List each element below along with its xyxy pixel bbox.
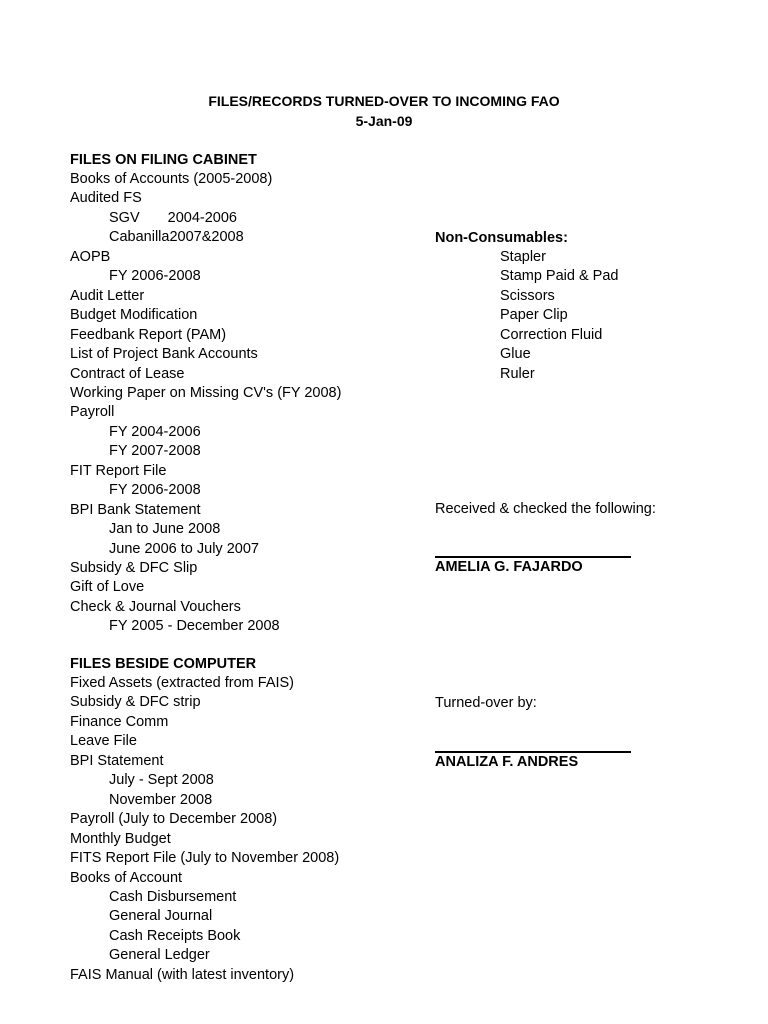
list-item <box>70 326 226 345</box>
list-item-years: 2004-2006 <box>167 209 237 226</box>
list-item <box>70 189 142 208</box>
list-item <box>109 771 214 790</box>
received-label: Received & checked the following: <box>435 501 656 517</box>
list-item-text: AOPB <box>70 248 111 265</box>
list-item <box>70 170 272 189</box>
list-item-text: July - Sept 2008 <box>109 772 214 789</box>
list-item-text: BPI Bank Statement <box>70 501 201 518</box>
list-item-text: Fixed Assets (extracted from FAIS) <box>70 675 295 691</box>
non-consumable-item: Ruler <box>500 365 535 382</box>
list-item-text: Budget Modification <box>70 307 198 324</box>
list-item <box>70 306 197 325</box>
list-item-text: General Ledger <box>109 947 210 964</box>
list-item <box>70 810 277 829</box>
list-item-text: Feedbank Report (PAM) <box>70 326 227 343</box>
list-item <box>70 384 341 403</box>
turned-over-label: Turned-over by: <box>435 695 537 711</box>
list-item <box>70 501 201 520</box>
list-item <box>109 209 237 228</box>
list-item-text: SGV <box>109 209 140 226</box>
list-item <box>109 540 259 559</box>
list-item <box>109 791 212 810</box>
list-item <box>70 966 294 985</box>
filing-cabinet-heading: FILES ON FILING CABINET <box>70 152 257 168</box>
list-item-text: BPI Statement <box>70 752 164 769</box>
list-item-text: List of Project Bank Accounts <box>70 346 258 363</box>
list-item-text: Subsidy & DFC strip <box>70 694 201 711</box>
list-item <box>109 481 201 500</box>
list-item <box>70 849 339 868</box>
list-item-text: Contract of Lease <box>70 365 185 382</box>
list-item <box>70 869 182 888</box>
list-item <box>109 617 280 636</box>
non-consumable-item: Correction Fluid <box>500 326 603 343</box>
list-item-text: Books of Account <box>70 869 183 886</box>
list-item <box>70 693 201 712</box>
list-item <box>70 248 110 267</box>
list-item <box>70 830 171 849</box>
list-item <box>109 267 201 286</box>
list-item-text: Leave File <box>70 733 137 750</box>
list-item <box>109 927 240 946</box>
list-item <box>70 403 114 422</box>
non-consumable-item: Glue <box>500 346 531 363</box>
list-item <box>70 559 197 578</box>
list-item-text: Books of Accounts (2005-2008) <box>70 171 273 187</box>
list-item-text: FY 2004-2006 <box>109 423 201 440</box>
list-item <box>109 907 212 926</box>
list-item-text: FY 2006-2008 <box>109 482 201 499</box>
list-item-text: Monthly Budget <box>70 830 171 847</box>
non-consumables-heading: Non-Consumables: <box>435 230 568 246</box>
list-item-text: Cash Receipts Book <box>109 927 241 944</box>
list-item-text: Payroll <box>70 404 115 421</box>
list-item-text: Finance Comm <box>70 713 169 730</box>
list-item-text: Jan to June 2008 <box>109 521 221 538</box>
list-item <box>70 732 137 751</box>
list-item-text: Check & Journal Vouchers <box>70 598 241 615</box>
turned-over-name: ANALIZA F. ANDRES <box>435 754 579 770</box>
list-item-text: FIT Report File <box>70 462 167 479</box>
list-item-text: General Journal <box>109 908 213 925</box>
list-item-text: FY 2007-2008 <box>109 443 201 460</box>
list-item <box>70 462 166 481</box>
list-item-text: Subsidy & DFC Slip <box>70 560 198 576</box>
list-item-text: Audit Letter <box>70 287 145 304</box>
list-item <box>109 228 244 247</box>
list-item-text: November 2008 <box>109 791 213 808</box>
list-item <box>109 888 236 907</box>
document-title: FILES/RECORDS TURNED-OVER TO INCOMING FAO <box>208 93 560 109</box>
list-item-text: FY 2006-2008 <box>109 268 201 285</box>
list-item-text: June 2006 to July 2007 <box>109 540 259 557</box>
list-item-text: Gift of Love <box>70 579 145 596</box>
list-item-text: Cash Disbursement <box>109 888 237 905</box>
list-item <box>70 674 294 693</box>
list-item <box>70 713 168 732</box>
non-consumable-item: Paper Clip <box>500 307 568 324</box>
non-consumable-item: Scissors <box>500 287 555 304</box>
received-name: AMELIA G. FAJARDO <box>435 559 583 575</box>
list-item <box>109 423 201 442</box>
list-item <box>109 442 201 461</box>
list-item <box>70 598 241 617</box>
list-item-text: FITS Report File (July to November 2008) <box>70 850 340 867</box>
non-consumable-item: Stapler <box>500 249 546 265</box>
document-date: 5-Jan-09 <box>355 113 413 129</box>
list-item-text: FY 2005 - December 2008 <box>109 618 280 635</box>
list-item-text: Working Paper on Missing CV's (FY 2008) <box>70 384 342 401</box>
list-item-text: Audited FS <box>70 190 142 207</box>
list-item-text: FAIS Manual (with latest inventory) <box>70 966 295 983</box>
list-item <box>70 345 258 364</box>
list-item <box>109 520 220 539</box>
list-item-text: Cabanilla2007&2008 <box>109 229 244 246</box>
beside-computer-heading: FILES BESIDE COMPUTER <box>70 656 257 672</box>
list-item <box>70 365 184 384</box>
non-consumable-item: Stamp Paid & Pad <box>500 268 619 285</box>
list-item <box>70 752 164 771</box>
list-item <box>70 287 144 306</box>
list-item <box>70 578 144 597</box>
list-item-text: Payroll (July to December 2008) <box>70 811 278 828</box>
list-item <box>109 946 210 965</box>
